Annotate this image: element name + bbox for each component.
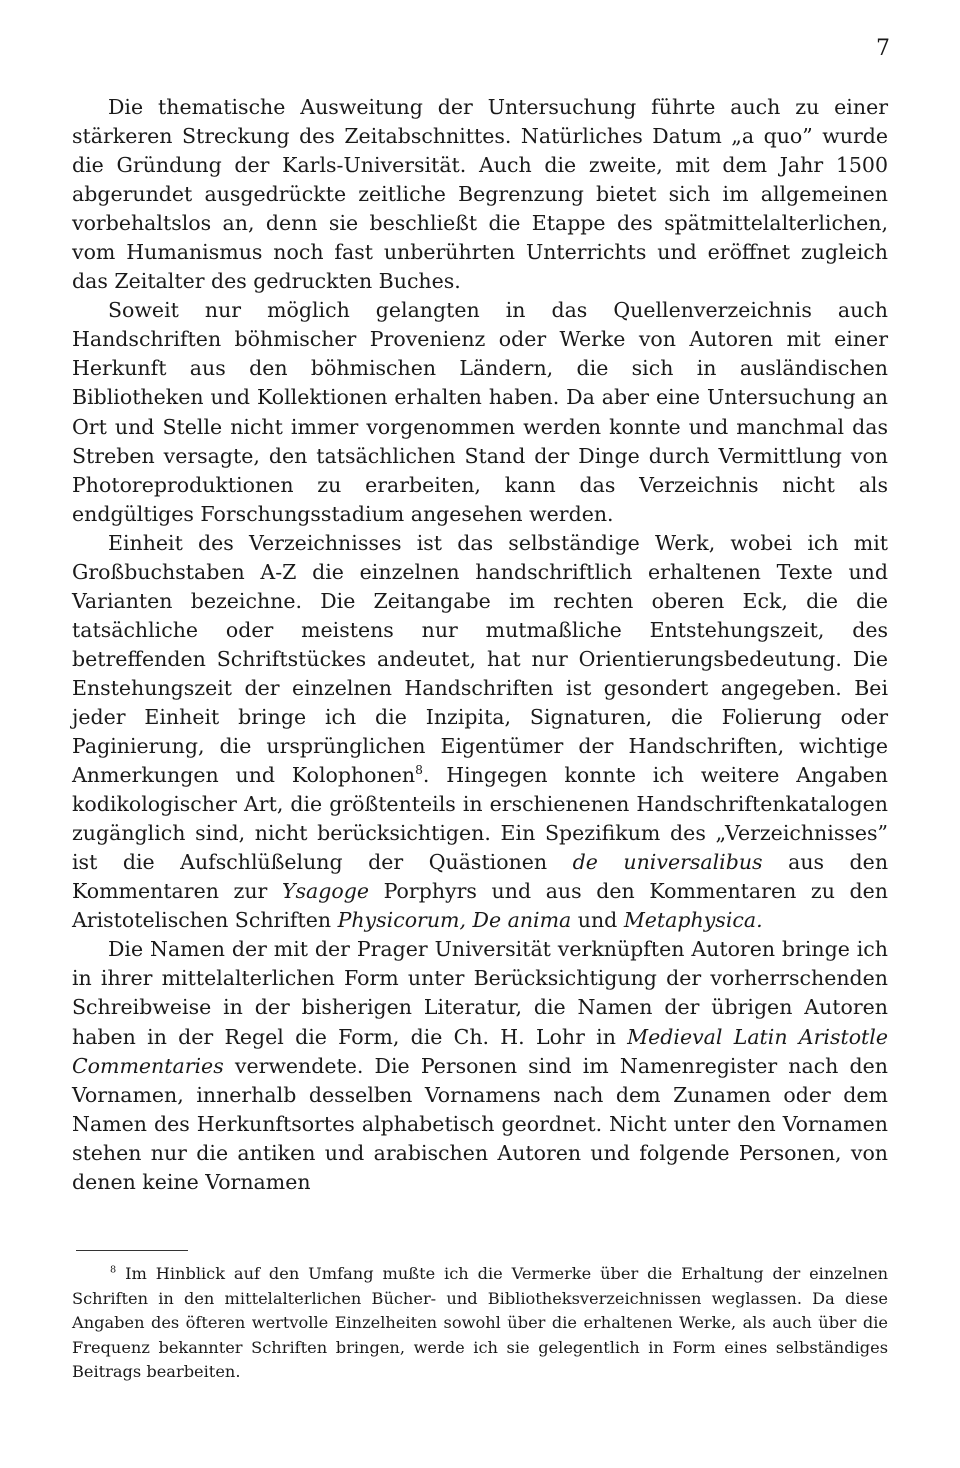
work-title-medieval-latin-aristotle-commentaries: Medieval Latin Aristotle Commentaries [72, 1024, 888, 1078]
paragraph-3-text-a: Einheit des Verzeichnisses ist das selbständige Werk, wobei ich mit Großbuchstaben A-Z die einzelnen handschriftlich erhaltenen Texte und Varianten bezeichne. Die Zeitangabe im rechten oberen Eck, die die tatsächliche oder meistens nur mutmaßliche Entstehungszeit, des betreffenden Schriftstückes andeutet, hat nur Orientierungsbedeutung. Die Enstehungszeit der einzelnen Handschriften ist gesondert angegeben. Bei jeder Einheit bringe ich die Inzipita, Signaturen, die Folierung oder Paginierung, die ursprünglichen Eigentümer der Handschriften, wichtige Anmerkungen und Kolophonen [72, 530, 888, 788]
paragraph-3-text-e: und [571, 908, 624, 933]
paragraph-4 [72, 935, 888, 1196]
paragraph-4-text-a: Die Namen der mit der Prager Universität verknüpften Autoren bringe ich in ihrer mittelalterlichen Form unter Berücksichtigung der vorherrschenden Schreibweise in der bisherigen Literatur, die Namen der übrigen Autoren haben in der Regel die Form, die Ch. H. Lohr in [72, 937, 888, 1049]
footnote-divider [76, 1250, 188, 1251]
paragraph-1: Die thematische Ausweitung der Untersuchung führte auch zu einer stärkeren Streckung des Zeitabschnittes. Natürliches Datum „a quo” wurde die Gründung der Karls-Universität. Auch die zweite, mit dem Jahr 1500 abgerundet ausgedrückte zeitliche Begrenzung bietet sich im allgemeinen vorbehaltslos an, denn sie beschließt die Etappe des spätmittelalterlichen, vom Humanismus noch fast unberührten Unterrichts und eröffnet zugleich das Zeitalter des gedruckten Buches. [72, 95, 888, 294]
work-title-physicorum-de-anima: Physicorum, De anima [337, 908, 572, 933]
paragraph-4-text-b: verwendete. Die Personen sind im Namenregister nach den Vornamen, innerhalb desselben Vornamens nach dem Zunamen oder dem Namen des Herkunftsortes alphabetisch geordnet. Nicht unter den Vornamen stehen nur die antiken und arabischen Autoren und folgende Personen, von denen keine Vornamen [72, 1053, 888, 1194]
work-title-metaphysica: Metaphysica. [623, 908, 763, 933]
work-title-de-universalibus: de universalibus [572, 850, 763, 875]
paragraph-3 [72, 529, 888, 936]
footnote [72, 1262, 888, 1385]
footnote-marker: 8 [110, 1264, 117, 1276]
footnote-reference: 8 [415, 763, 423, 778]
body-text [72, 93, 888, 1197]
paragraph-3-text-b: . Hingegen konnte ich weitere Angaben kodikologischer Art, die größtenteils in erschienenen Handschriftenkatalogen zugänglich sind, nicht berücksichtigen. Ein Spezifikum des „Verzeichnisses” ist die Aufschlüßelung der Quästionen [72, 763, 889, 875]
paragraph-2: Soweit nur möglich gelangten in das Quellenverzeichnis auch Handschriften böhmischer Provenienz oder Werke von Autoren mit einer Herkunft aus den böhmischen Ländern, die sich in ausländischen Bibliotheken und Kollektionen erhalten haben. Da aber eine Untersuchung an Ort und Stelle nicht immer vorgenommen werden konnte und manchmal das Streben versagte, den tatsächlichen Stand der Dinge durch Vermittlung von Photoreproduktionen zu erarbeiten, kann das Verzeichnis nicht als endgültiges Forschungsstadium angesehen werden. [72, 298, 888, 526]
footnote-text: Im Hinblick auf den Umfang mußte ich die Vermerke über die Erhaltung der einzelnen Schriften in den mittelalterlichen Bücher- und Bibliotheksverzeichnissen weglassen. Da diese Angaben des öfteren wertvolle Einzelheiten sowohl über die erhaltenen Werke, als auch über die Frequenz bekannter Schriften bringen, werde ich sie gelegentlich in Form eines selbständiges Beitrags bearbeiten. [72, 1264, 888, 1381]
paragraph-3-text-c: aus den Kommentaren zur [72, 850, 889, 904]
paragraph-3-text-d: Porphyrs und aus den Kommentaren zu den Aristotelischen Schriften [72, 879, 888, 933]
page-number: 7 [876, 36, 890, 61]
work-title-ysagoge: Ysagoge [281, 879, 369, 904]
